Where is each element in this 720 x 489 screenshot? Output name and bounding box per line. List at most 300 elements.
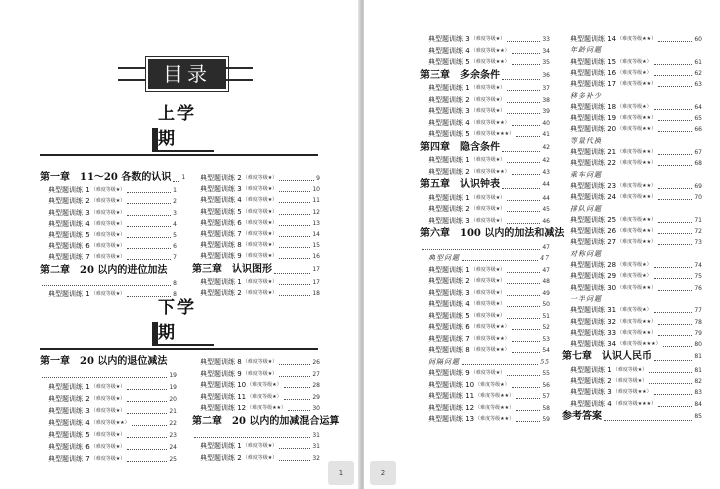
exercise-entry xyxy=(562,101,702,112)
dot-leader xyxy=(516,398,540,399)
exercise-entry xyxy=(562,338,702,349)
difficulty-label: （难度等级★） xyxy=(612,366,648,373)
entry-label: 典型题训练 34 xyxy=(570,340,617,349)
exercise-entry xyxy=(562,327,702,338)
chapter-heading xyxy=(562,409,702,423)
difficulty-label: （难度等级★） xyxy=(617,103,652,110)
dot-leader xyxy=(512,53,541,54)
difficulty-label: （难度等级★） xyxy=(90,209,126,216)
exercise-entry xyxy=(420,82,550,93)
dot-leader xyxy=(279,214,310,215)
entry-label: 典型题训练 10 xyxy=(200,381,247,390)
entry-label: 典型题训练 6 xyxy=(48,242,90,251)
entry-label: 典型题训练 5 xyxy=(200,207,242,216)
dot-leader xyxy=(507,272,540,273)
page-number: 17 xyxy=(312,278,320,286)
entry-label: 典型题训练 9 xyxy=(200,369,242,378)
exercise-entry xyxy=(562,157,702,168)
entry-label: 典型题训练 11 xyxy=(200,392,247,401)
dot-leader xyxy=(507,102,540,103)
difficulty-label: （难度等级★） xyxy=(242,443,278,450)
dot-leader xyxy=(516,136,540,137)
page-number-left: 1 xyxy=(328,461,354,485)
page-number: 66 xyxy=(694,126,702,134)
entry-label: 典型题训练 26 xyxy=(570,227,617,236)
exercise-entry xyxy=(40,195,177,206)
difficulty-label: （难度等级★） xyxy=(470,96,506,103)
entry-label: 典型题训练 22 xyxy=(570,159,617,168)
page-number: 16 xyxy=(312,253,320,261)
dot-leader xyxy=(658,324,692,325)
page-number: 47 xyxy=(542,266,550,274)
difficulty-label: （难度等级★） xyxy=(242,175,278,181)
dot-leader xyxy=(512,64,541,65)
dot-leader xyxy=(658,154,692,155)
exercise-entry xyxy=(192,183,320,194)
difficulty-label: （难度等级★★） xyxy=(470,59,510,65)
page-number: 72 xyxy=(694,228,702,236)
difficulty-label: （难度等级★） xyxy=(617,273,652,280)
dot-leader xyxy=(507,90,540,91)
dot-leader xyxy=(127,413,167,414)
exercise-entry xyxy=(192,172,320,183)
exercise-entry xyxy=(40,405,177,416)
dot-leader xyxy=(507,200,540,201)
dot-leader xyxy=(658,199,692,200)
exercise-entry xyxy=(562,259,702,270)
entry-label: 典型题训练 13 xyxy=(428,415,475,423)
dot-leader xyxy=(516,421,540,422)
difficulty-label: （难度等级★） xyxy=(470,301,506,307)
difficulty-label: （难度等级★★） xyxy=(617,284,657,291)
difficulty-label: （难度等级★） xyxy=(612,378,648,384)
difficulty-label: （难度等级★） xyxy=(242,253,278,260)
exercise-entry xyxy=(192,217,320,228)
entry-label: 典型题训练 9 xyxy=(428,369,470,377)
page-number: 19 xyxy=(169,384,177,391)
exercise-entry xyxy=(562,191,702,202)
entry-label: 典型题训练 1 xyxy=(48,383,90,391)
entry-label: 间隔问题 xyxy=(428,357,460,366)
topic-subheading xyxy=(562,90,702,101)
difficulty-label: （难度等级★） xyxy=(470,289,506,296)
page-number: 38 xyxy=(542,96,550,104)
page-number: 53 xyxy=(542,335,550,343)
page-number: 61 xyxy=(694,58,702,66)
exercise-entry xyxy=(192,250,320,261)
exercise-entry xyxy=(562,123,702,134)
exercise-entry xyxy=(420,287,550,298)
page-number: 55 xyxy=(542,370,550,377)
entry-label: 典型题训练 29 xyxy=(570,272,617,281)
dot-leader xyxy=(654,312,693,313)
exercise-entry xyxy=(420,154,550,165)
page-number: 19 xyxy=(169,372,177,379)
dot-leader xyxy=(279,236,310,237)
difficulty-label: （难度等级★★） xyxy=(617,239,657,246)
dot-leader xyxy=(127,248,171,249)
dot-leader xyxy=(658,131,692,132)
page-number: 36 xyxy=(542,71,550,79)
difficulty-label: （难度等级★） xyxy=(617,69,652,76)
page-number: 41 xyxy=(542,131,550,138)
page-number: 10 xyxy=(312,186,320,194)
dot-leader xyxy=(649,383,692,384)
entry-label: 第六章 100 以内的加法和减法 xyxy=(420,228,565,239)
dot-leader xyxy=(132,425,168,426)
entry-label: 典型题训练 4 xyxy=(48,219,90,228)
dot-leader xyxy=(658,233,692,234)
exercise-entry xyxy=(562,364,702,375)
exercise-entry xyxy=(420,33,550,44)
dot-leader xyxy=(284,387,311,388)
difficulty-label: （难度等级★★） xyxy=(617,149,657,155)
difficulty-label: （难度等级★★） xyxy=(470,168,510,175)
dot-leader xyxy=(512,329,541,330)
entry-label: 典型题训练 1 xyxy=(200,277,242,286)
chapter-heading xyxy=(420,226,565,240)
dot-leader xyxy=(127,237,171,238)
dot-leader xyxy=(42,285,171,286)
exercise-entry xyxy=(562,214,702,225)
dot-leader xyxy=(194,437,310,438)
difficulty-label: （难度等级★） xyxy=(242,208,278,215)
exercise-entry xyxy=(420,379,550,390)
exercise-entry xyxy=(420,264,550,275)
entry-label: 典型题训练 2 xyxy=(200,174,242,182)
exercise-entry xyxy=(40,417,177,428)
entry-label: 乘车问题 xyxy=(570,170,602,179)
difficulty-label: （难度等级★★★） xyxy=(612,400,657,407)
term-upper-label: 上学期 xyxy=(158,104,196,149)
dot-leader xyxy=(507,223,540,224)
page-number: 11 xyxy=(312,197,320,205)
right-page xyxy=(364,0,720,489)
entry-label: 典型题训练 2 xyxy=(200,289,242,297)
dot-leader xyxy=(658,406,692,407)
page-number: 32 xyxy=(312,454,320,462)
dot-leader xyxy=(127,437,167,438)
difficulty-label: （难度等级★★） xyxy=(617,81,657,88)
dot-leader xyxy=(512,125,541,126)
difficulty-label: （难度等级★） xyxy=(470,217,506,224)
entry-label: 典型题训练 1 xyxy=(428,84,470,92)
entry-label: 典型题训练 3 xyxy=(428,288,470,297)
dot-leader xyxy=(279,284,310,285)
page-number: 24 xyxy=(169,444,177,451)
term-heading-upper xyxy=(152,104,214,152)
dot-leader xyxy=(512,352,541,353)
dot-leader xyxy=(507,113,540,114)
exercise-entry xyxy=(562,304,702,315)
entry-label: 典型题训练 3 xyxy=(428,107,470,115)
exercise-entry xyxy=(192,368,320,379)
entry-label: 第二章 20 以内的加减混合运算 xyxy=(192,416,340,427)
difficulty-label: （难度等级★） xyxy=(470,108,506,114)
entry-label: 第一章 20 以内的退位减法 xyxy=(40,356,168,367)
difficulty-label: （难度等级★） xyxy=(90,220,126,227)
entry-label: 典型题训练 6 xyxy=(428,323,470,331)
page-number: 75 xyxy=(694,273,702,281)
dot-leader xyxy=(279,460,310,461)
title-ornament-left xyxy=(118,67,146,81)
entry-label: 排队问题 xyxy=(570,204,602,213)
exercise-entry xyxy=(192,391,320,402)
page-number: 73 xyxy=(694,239,702,247)
exercise-entry xyxy=(562,236,702,247)
difficulty-label: （难度等级★★） xyxy=(470,324,510,330)
dot-leader xyxy=(127,203,171,204)
exercise-entry xyxy=(420,344,550,355)
difficulty-label: （难度等级★） xyxy=(90,198,126,205)
page-number: 46 xyxy=(542,217,550,225)
entry-label: 参考答案 xyxy=(562,410,602,422)
difficulty-label: （难度等级★★） xyxy=(617,160,657,167)
entry-label: 典型题训练 8 xyxy=(428,346,470,354)
dot-leader xyxy=(512,387,541,388)
page-number: 8 xyxy=(173,291,177,298)
dot-leader xyxy=(284,399,311,400)
exercise-entry xyxy=(40,251,177,262)
chapter-page-continuation xyxy=(40,369,177,380)
entry-label: 典型题训练 31 xyxy=(570,306,617,315)
page-number: 31 xyxy=(312,431,320,439)
entry-label: 典型题训练 17 xyxy=(570,80,617,89)
exercise-entry xyxy=(420,321,550,332)
chapter-page-continuation xyxy=(420,241,550,252)
difficulty-label: （难度等级★） xyxy=(242,359,278,365)
entry-label: 典型题训练 4 xyxy=(48,419,90,427)
difficulty-label: （难度等级★） xyxy=(470,194,506,201)
page-number: 28 xyxy=(312,382,320,390)
topic-subheading xyxy=(562,169,702,180)
page-number: 5 xyxy=(173,232,177,239)
page-number: 25 xyxy=(169,456,177,463)
page-number: 15 xyxy=(312,242,320,250)
exercise-entry xyxy=(562,67,702,78)
page-number: 80 xyxy=(694,341,702,349)
dot-leader xyxy=(502,151,540,152)
difficulty-label: （难度等级★） xyxy=(90,408,126,414)
exercise-entry xyxy=(562,146,702,157)
dot-leader xyxy=(279,376,310,377)
page-number: 3 xyxy=(173,209,177,217)
entry-label: 典型题训练 7 xyxy=(48,253,90,262)
page-number: 8 xyxy=(173,279,177,287)
entry-label: 典型题训练 8 xyxy=(200,358,242,366)
entry-label: 典型题训练 1 xyxy=(428,156,470,164)
difficulty-label: （难度等级★） xyxy=(242,197,278,204)
page-number: 33 xyxy=(542,36,550,43)
dot-leader xyxy=(279,258,310,259)
topic-subheading xyxy=(562,44,702,55)
difficulty-label: （难度等级★） xyxy=(247,382,282,389)
entry-label: 典型题训练 24 xyxy=(570,193,617,202)
page-number: 81 xyxy=(694,366,702,374)
exercise-entry xyxy=(40,218,177,229)
entry-label: 典型题训练 6 xyxy=(200,218,242,227)
difficulty-label: （难度等级★★） xyxy=(247,405,287,412)
page-number: 21 xyxy=(169,408,177,415)
entry-label: 典型题训练 2 xyxy=(428,167,470,176)
page-number: 65 xyxy=(694,115,702,123)
difficulty-label: （难度等级★） xyxy=(242,290,278,296)
page-number: 79 xyxy=(694,329,702,337)
dot-leader xyxy=(604,420,692,421)
page-number: 17 xyxy=(312,265,320,273)
page-number: 77 xyxy=(694,307,702,315)
entry-label: 典型题训练 30 xyxy=(570,283,617,292)
difficulty-label: （难度等级★） xyxy=(90,254,126,261)
exercise-entry xyxy=(420,390,550,401)
dot-leader xyxy=(462,260,538,261)
page-number: 39 xyxy=(542,108,550,115)
exercise-entry xyxy=(562,282,702,293)
page-number: 76 xyxy=(694,284,702,292)
entry-label: 典型题训练 5 xyxy=(428,58,470,66)
exercise-entry xyxy=(420,298,550,309)
page-number: 69 xyxy=(694,182,702,190)
exercise-entry xyxy=(40,441,177,452)
exercise-entry xyxy=(192,452,320,463)
difficulty-label: （难度等级★） xyxy=(470,206,506,212)
exercise-entry xyxy=(40,207,177,218)
page-number: 58 xyxy=(542,404,550,412)
exercise-entry xyxy=(40,229,177,240)
dot-leader xyxy=(507,306,540,307)
difficulty-label: （难度等级★★） xyxy=(475,393,515,399)
entry-label: 典型题训练 12 xyxy=(428,403,475,412)
page-number: 74 xyxy=(694,262,702,269)
difficulty-label: （难度等级★★） xyxy=(475,416,515,422)
page-number: 57 xyxy=(542,393,550,400)
dot-leader xyxy=(507,283,540,284)
difficulty-label: （难度等级★★） xyxy=(617,194,657,201)
topic-subheading xyxy=(420,252,550,263)
dot-leader xyxy=(279,191,310,192)
entry-label: 典型题训练 4 xyxy=(570,399,612,408)
difficulty-label: （难度等级★） xyxy=(470,370,506,376)
chapter-heading xyxy=(420,68,550,82)
exercise-entry xyxy=(40,184,177,195)
page-number: 81 xyxy=(694,353,702,361)
exercise-entry xyxy=(562,56,702,67)
difficulty-label: （难度等级★） xyxy=(617,262,652,268)
dot-leader xyxy=(658,222,692,223)
page-number: 78 xyxy=(694,318,702,326)
topic-subheading xyxy=(562,248,702,259)
difficulty-label: （难度等级★★） xyxy=(617,216,657,223)
dot-leader xyxy=(658,290,692,291)
page-number: 18 xyxy=(312,290,320,297)
entry-label: 典型问题 xyxy=(428,254,460,262)
difficulty-label: （难度等级★） xyxy=(242,186,278,193)
dot-leader xyxy=(127,259,171,260)
dot-leader xyxy=(462,364,538,365)
entry-label: 典型题训练 19 xyxy=(570,114,617,123)
entry-label: 典型题训练 33 xyxy=(570,328,617,337)
page-number: 84 xyxy=(694,400,702,408)
chapter-page-continuation xyxy=(192,429,320,440)
exercise-entry xyxy=(420,215,550,226)
dot-leader xyxy=(654,64,693,65)
entry-label: 典型题训练 10 xyxy=(428,380,475,389)
dot-leader xyxy=(279,180,314,181)
page-number: 67 xyxy=(694,149,702,156)
page-number: 44 xyxy=(542,181,550,188)
section-rule-lower xyxy=(40,348,318,350)
difficulty-label: （难度等级★） xyxy=(242,242,278,249)
dot-leader xyxy=(279,295,310,296)
page-number: 30 xyxy=(312,405,320,413)
page-number: 48 xyxy=(542,278,550,285)
dot-leader xyxy=(279,202,310,203)
page-number: 82 xyxy=(694,378,702,385)
exercise-entry xyxy=(420,94,550,105)
topic-subheading xyxy=(562,293,702,304)
page-number: 71 xyxy=(694,216,702,224)
chapter-heading xyxy=(192,262,320,276)
page-number: 43 xyxy=(542,168,550,176)
entry-label: 对称问题 xyxy=(570,249,602,258)
dot-leader xyxy=(288,410,310,411)
page-number: 27 xyxy=(312,370,320,378)
page-number: 70 xyxy=(694,194,702,202)
dot-leader xyxy=(127,449,167,450)
difficulty-label: （难度等级★） xyxy=(90,243,126,250)
exercise-entry xyxy=(420,413,550,424)
page-number: 42 xyxy=(542,157,550,164)
dot-leader xyxy=(649,372,692,373)
entry-label: 典型题训练 14 xyxy=(570,35,617,43)
exercise-entry xyxy=(420,275,550,286)
dot-leader xyxy=(507,211,540,212)
page-number: 1 xyxy=(173,187,177,195)
entry-label: 典型题训练 2 xyxy=(428,277,470,285)
entry-label: 典型题训练 23 xyxy=(570,181,617,190)
page-number: 44 xyxy=(542,194,550,202)
page-number: 4 xyxy=(173,220,177,228)
dot-leader xyxy=(654,278,693,279)
page-number: 62 xyxy=(694,69,702,77)
page-number: 68 xyxy=(694,160,702,168)
exercise-entry xyxy=(420,402,550,413)
difficulty-label: （难度等级★★） xyxy=(617,182,657,189)
dot-leader xyxy=(507,375,540,376)
entry-label: 典型题训练 1 xyxy=(48,186,90,195)
dot-leader xyxy=(663,346,693,347)
entry-label: 典型题训练 6 xyxy=(48,443,90,451)
exercise-entry xyxy=(40,429,177,440)
exercise-entry xyxy=(192,206,320,217)
dot-leader xyxy=(658,120,692,121)
topic-subheading xyxy=(420,356,550,367)
page-number: 56 xyxy=(542,381,550,389)
exercise-entry xyxy=(420,166,550,177)
entry-label: 典型题训练 1 xyxy=(200,442,242,451)
exercise-entry xyxy=(40,240,177,251)
chapter-heading xyxy=(420,140,550,154)
dot-leader xyxy=(654,394,693,395)
exercise-entry xyxy=(420,367,550,378)
page-number: 6 xyxy=(173,243,177,251)
entry-label: 典型题训练 21 xyxy=(570,148,617,156)
toc-title-banner xyxy=(118,55,253,91)
page-number: 60 xyxy=(694,36,702,43)
chapter-heading xyxy=(562,349,702,363)
difficulty-label: （难度等级★） xyxy=(90,291,126,297)
difficulty-label: （难度等级★） xyxy=(90,396,126,402)
